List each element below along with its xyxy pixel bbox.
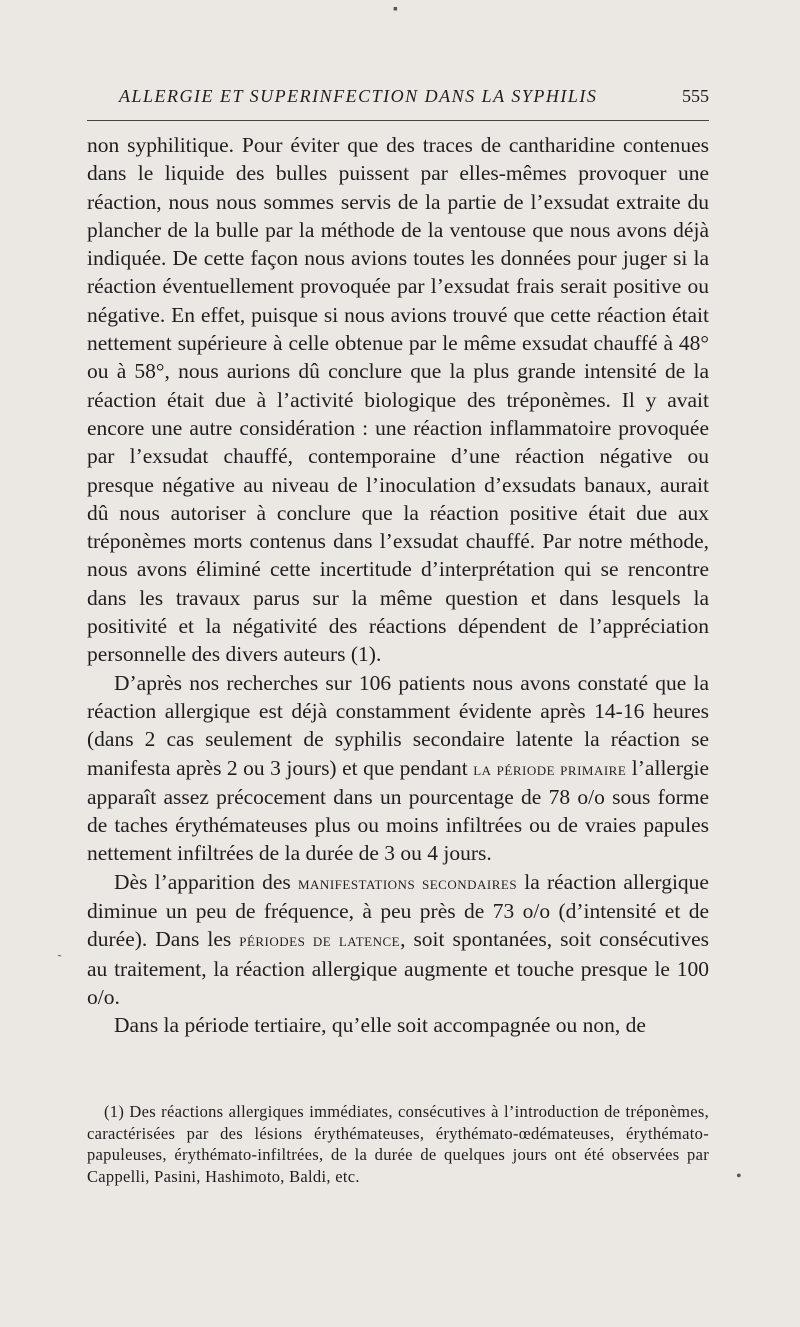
main-text bbox=[87, 131, 709, 1040]
paragraph-1-text: non syphilitique. Pour éviter que des traces de cantharidine contenues dans le liquide des bulles puissent par elles-mêmes provoquer une réaction, nous nous sommes servis de la partie de l’exsudat extraite du plancher de la bulle par la méthode de la ventouse que nous avons déjà indiquée. De cette façon nous avions toutes les données pour juger si la réaction éventuellement provoquée par l’exsudat frais serait positive ou négative. En effet, puisque si nous avions trouvé que cette réaction était nettement supérieure à celle obtenue par le même exsudat chauffé à 48° ou à 58°, nous aurions dû conclure que la plus grande intensité de la réaction était due à l’activité biologique des tréponèmes. Il y avait encore une autre considération : une réaction inflammatoire provoquée par l’exsudat chauffé, contemporaine d’une réaction négative ou presque négative au niveau de l’inoculation d’exsudats banaux, aurait dû nous autoriser à conclure que la réaction positive était due aux tréponèmes morts contenus dans l’exsudat chauffé. Par notre méthode, nous avons éliminé cette incertitude d’interprétation qui se rencontre dans les travaux parus sur la même question et dans lesquels la positivité et la négativité des réactions dépendent de l’appréciation personnelle des divers auteurs (1). bbox=[87, 133, 709, 667]
paragraph-4-text: Dans la période tertiaire, qu’elle soit accompagnée ou non, de bbox=[114, 1013, 646, 1038]
paragraph-3-text-a: Dès l’apparition des bbox=[114, 869, 298, 894]
paragraph-4 bbox=[87, 1011, 709, 1039]
small-caps-secondary-manifestations: manifestations secondaires bbox=[297, 872, 518, 893]
paragraph-2-text-b: l’allergie apparaît assez précocement dans un pourcentage de 78 o/o sous forme de taches érythémateuses plus ou moins infiltrées ou de vraies papules nettement infiltrées de la durée de 3 ou 4 jours. bbox=[87, 755, 709, 866]
footnote-1: (1) Des réactions allergiques immédiates, consécutives à l’introduction de tréponèmes, caractérisées par des lésions érythémateuses, érythémato-œdémateuses, érythémato-papuleuses, érythémato-infiltrées, de la durée de quelques jours ont été observées par Cappelli, Pasini, Hashimoto, Baldi, etc. bbox=[87, 1102, 709, 1186]
running-title: ALLERGIE ET SUPERINFECTION DANS LA SYPHILIS bbox=[119, 86, 598, 106]
paragraph-1 bbox=[87, 131, 709, 669]
page-header bbox=[87, 86, 709, 116]
paragraph-3-text-c: , soit spontanées, soit consécutives au traitement, la réaction allergique augmente et touche presque le 100 o/o. bbox=[87, 927, 709, 1009]
header-rule bbox=[87, 120, 709, 121]
paragraph-3 bbox=[87, 868, 709, 1011]
paragraph-3-text-b: la réaction allergique diminue un peu de fréquence, à peu près de 73 o/o (d’intensité et de durée). Dans les bbox=[87, 869, 709, 952]
paragraph-2 bbox=[87, 669, 709, 868]
paragraph-2-text-a: D’après nos recherches sur 106 patients nous avons constaté que la réaction allergique est déjà constamment évidente après 14-16 heures (dans 2 cas seulement de syphilis secondaire latente la réaction se manifesta après 2 ou 3 jours) et que pendant bbox=[87, 670, 709, 780]
small-caps-primary-period: la période primaire bbox=[473, 758, 627, 779]
small-caps-latency-periods: périodes de latence bbox=[239, 930, 401, 951]
margin-dot: • bbox=[736, 1168, 742, 1185]
page-number: 555 bbox=[682, 86, 709, 106]
paper-speck: ▪ bbox=[393, 2, 398, 17]
footnote bbox=[87, 1101, 709, 1187]
margin-mark: ˋ bbox=[55, 951, 69, 970]
